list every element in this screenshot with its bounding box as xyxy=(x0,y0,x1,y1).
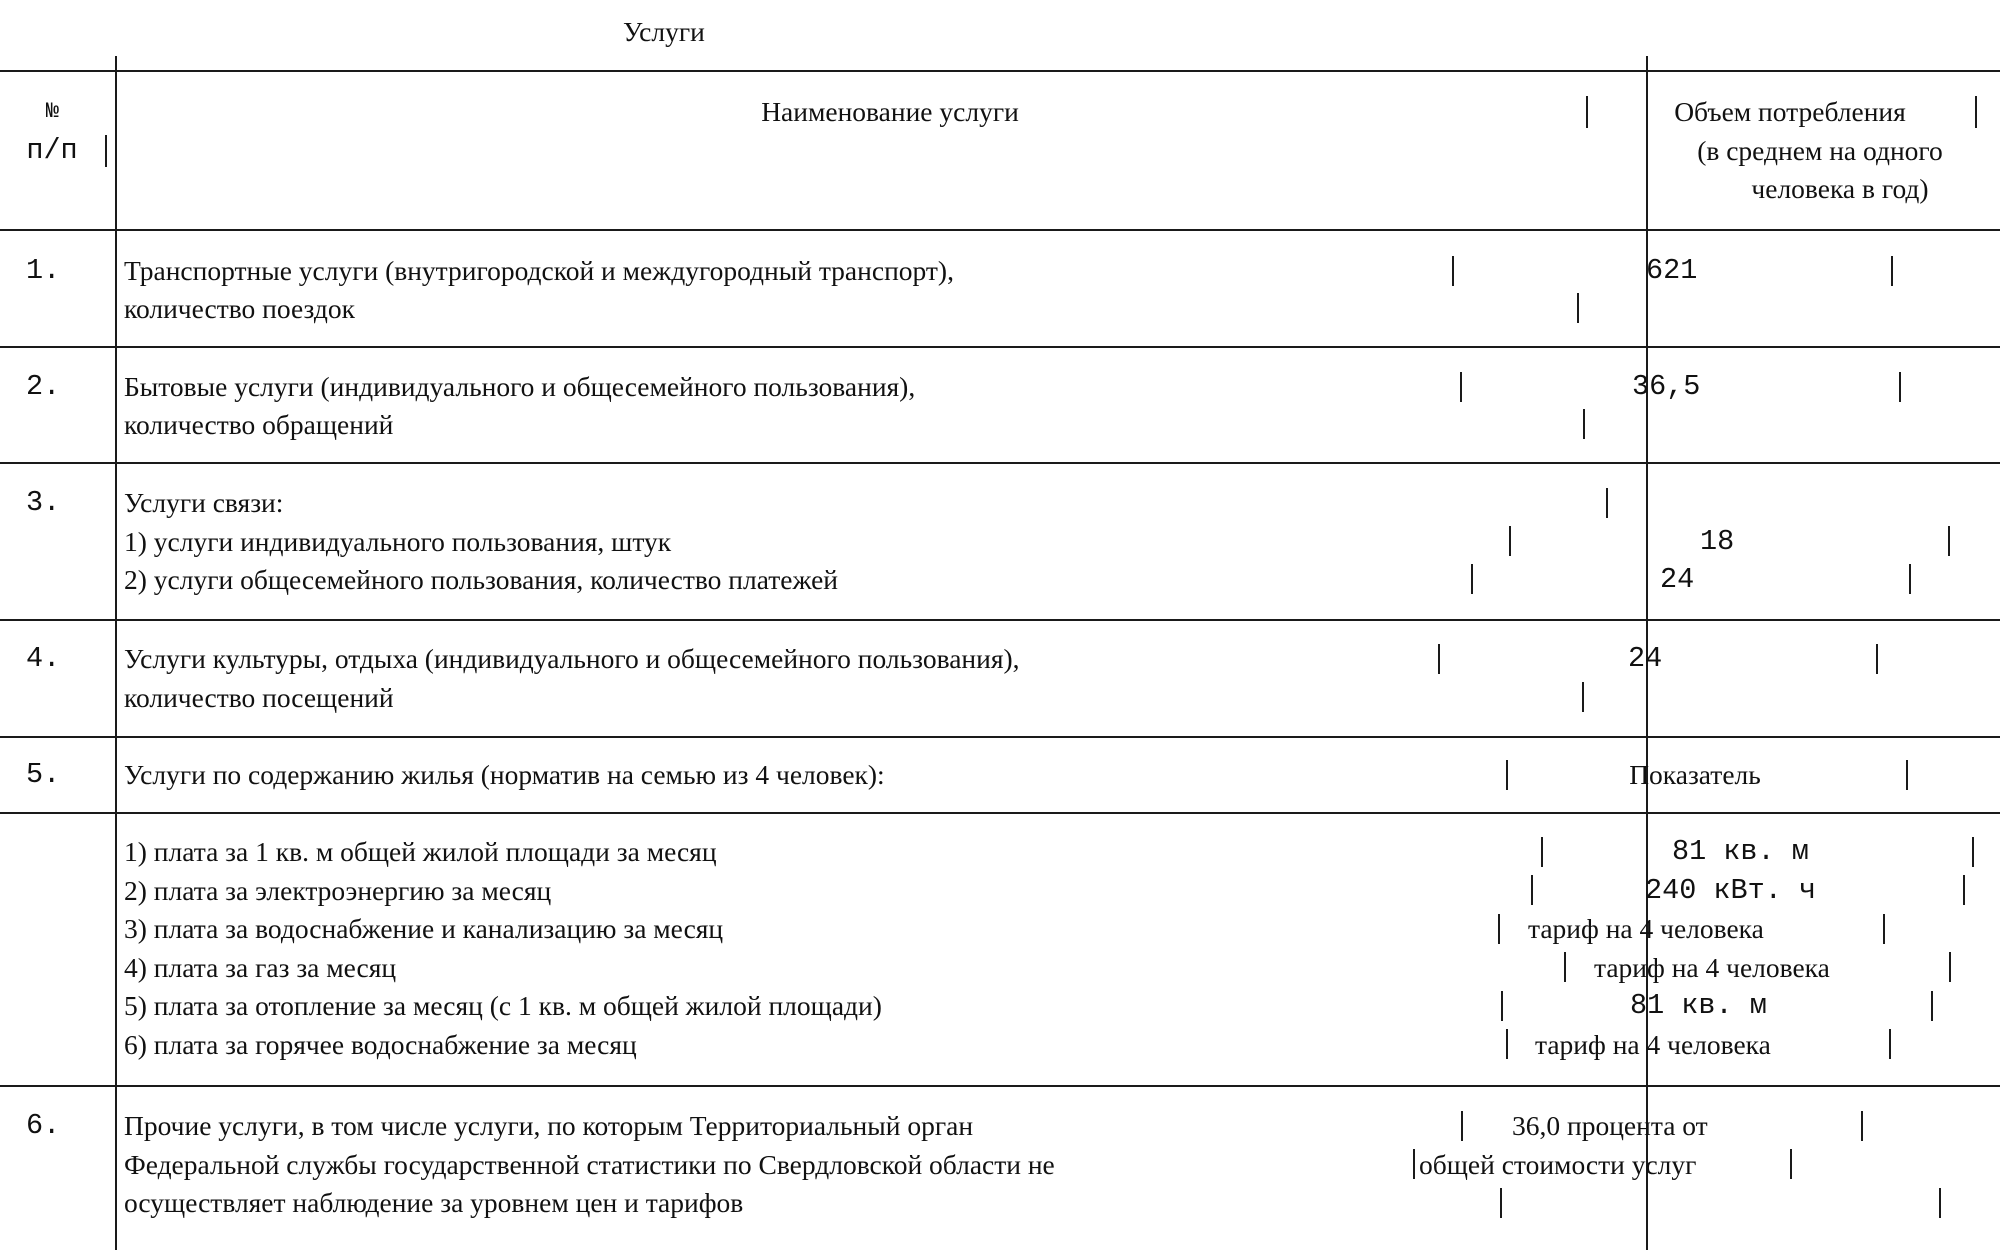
header-num-abbr: п/п xyxy=(26,134,78,167)
row-number: 3. xyxy=(26,486,61,519)
detail-value: тариф на 4 человека xyxy=(1528,913,1764,944)
text-bar xyxy=(1498,914,1500,944)
text-bar xyxy=(1891,256,1893,286)
text-bar xyxy=(1906,760,1908,790)
table-rule xyxy=(0,619,2000,621)
row-value: 621 xyxy=(1646,254,1698,287)
row-item-value: 18 xyxy=(1700,525,1735,558)
detail-value: тариф на 4 человека xyxy=(1594,952,1830,983)
table-rule xyxy=(0,1085,2000,1087)
text-bar xyxy=(1501,991,1503,1021)
text-bar xyxy=(1939,1188,1941,1218)
row-number: 5. xyxy=(26,758,61,791)
row-item-label: 2) услуги общесемейного пользования, количество платежей xyxy=(124,564,839,595)
text-bar xyxy=(1461,1111,1463,1141)
text-bar xyxy=(1577,293,1579,323)
row-number: 1. xyxy=(26,254,61,287)
row-label: Федеральной службы государственной статистики по Свердловской области не xyxy=(124,1149,1055,1180)
text-bar xyxy=(1909,564,1911,594)
text-bar xyxy=(1883,914,1885,944)
row-value: 36,5 xyxy=(1632,370,1701,403)
text-bar xyxy=(1500,1188,1502,1218)
text-bar xyxy=(1790,1149,1792,1179)
detail-value: 81 кв. м xyxy=(1630,989,1767,1022)
row-number: 2. xyxy=(26,370,61,403)
row-label: осуществляет наблюдение за уровнем цен и тарифов xyxy=(124,1187,744,1218)
text-bar xyxy=(1876,644,1878,674)
detail-value: 81 кв. м xyxy=(1672,835,1809,868)
detail-label: 1) плата за 1 кв. м общей жилой площади за месяц xyxy=(124,836,717,867)
text-bar xyxy=(105,135,107,167)
text-bar xyxy=(1586,96,1588,128)
page-title: Услуги xyxy=(623,16,705,47)
table-rule xyxy=(0,812,2000,814)
row-label: количество посещений xyxy=(124,682,394,713)
row-label: Транспортные услуги (внутригородской и междугородный транспорт), xyxy=(124,255,954,286)
text-bar xyxy=(1583,409,1585,439)
row-label: Услуги культуры, отдыха (индивидуального и общесемейного пользования), xyxy=(124,643,1020,674)
table-rule xyxy=(0,346,2000,348)
text-bar xyxy=(1413,1149,1415,1179)
header-volume-line2: (в среднем на одного xyxy=(1697,135,1943,166)
text-bar xyxy=(1531,875,1533,905)
detail-value: 240 кВт. ч xyxy=(1645,874,1817,907)
text-bar xyxy=(1606,488,1608,518)
detail-label: 3) плата за водоснабжение и канализацию за месяц xyxy=(124,913,724,944)
header-volume-line1: Объем потребления xyxy=(1674,96,1906,127)
text-bar xyxy=(1506,1029,1508,1059)
text-bar xyxy=(1564,952,1566,982)
text-bar xyxy=(1506,760,1508,790)
row-label: количество поездок xyxy=(124,293,355,324)
row-value: Показатель xyxy=(1629,759,1761,790)
text-bar xyxy=(1899,372,1901,402)
row-number: 4. xyxy=(26,642,61,675)
row-title: Услуги связи: xyxy=(124,487,284,518)
row-label: Прочие услуги, в том числе услуги, по которым Территориальный орган xyxy=(124,1110,974,1141)
table-rule xyxy=(0,736,2000,738)
text-bar xyxy=(1582,682,1584,712)
row-item-label: 1) услуги индивидуального пользования, штук xyxy=(124,526,672,557)
text-bar xyxy=(1972,837,1974,867)
text-bar xyxy=(1889,1029,1891,1059)
row-item-value: 24 xyxy=(1660,563,1695,596)
text-bar xyxy=(1975,96,1977,128)
row-label: количество обращений xyxy=(124,409,394,440)
table-rule xyxy=(0,70,2000,72)
text-bar xyxy=(1452,256,1454,286)
row-value: 24 xyxy=(1628,642,1663,675)
detail-label: 5) плата за отопление за месяц (с 1 кв. м общей жилой площади) xyxy=(124,990,882,1021)
text-bar xyxy=(1861,1111,1863,1141)
text-bar xyxy=(1438,644,1440,674)
header-service-name: Наименование услуги xyxy=(761,96,1019,127)
text-bar xyxy=(1471,564,1473,594)
table-rule xyxy=(0,229,2000,231)
row-value-line1: 36,0 процента от xyxy=(1512,1110,1708,1141)
row-value-line2: общей стоимости услуг xyxy=(1419,1149,1697,1180)
text-bar xyxy=(1949,952,1951,982)
detail-value: тариф на 4 человека xyxy=(1535,1029,1771,1060)
text-bar xyxy=(1541,837,1543,867)
detail-label: 4) плата за газ за месяц xyxy=(124,952,397,983)
row-label: Услуги по содержанию жилья (норматив на семью из 4 человек): xyxy=(124,759,885,790)
detail-label: 6) плата за горячее водоснабжение за месяц xyxy=(124,1029,637,1060)
text-bar xyxy=(1931,991,1933,1021)
text-bar xyxy=(1509,526,1511,556)
row-number: 6. xyxy=(26,1109,61,1142)
text-bar xyxy=(1460,372,1462,402)
header-num-symbol: № xyxy=(45,99,60,124)
text-bar xyxy=(1948,526,1950,556)
detail-label: 2) плата за электроэнергию за месяц xyxy=(124,875,552,906)
header-volume-line3: человека в год) xyxy=(1751,173,1929,204)
column-divider xyxy=(115,56,117,1250)
row-label: Бытовые услуги (индивидуального и общесемейного пользования), xyxy=(124,371,916,402)
text-bar xyxy=(1963,875,1965,905)
table-rule xyxy=(0,462,2000,464)
